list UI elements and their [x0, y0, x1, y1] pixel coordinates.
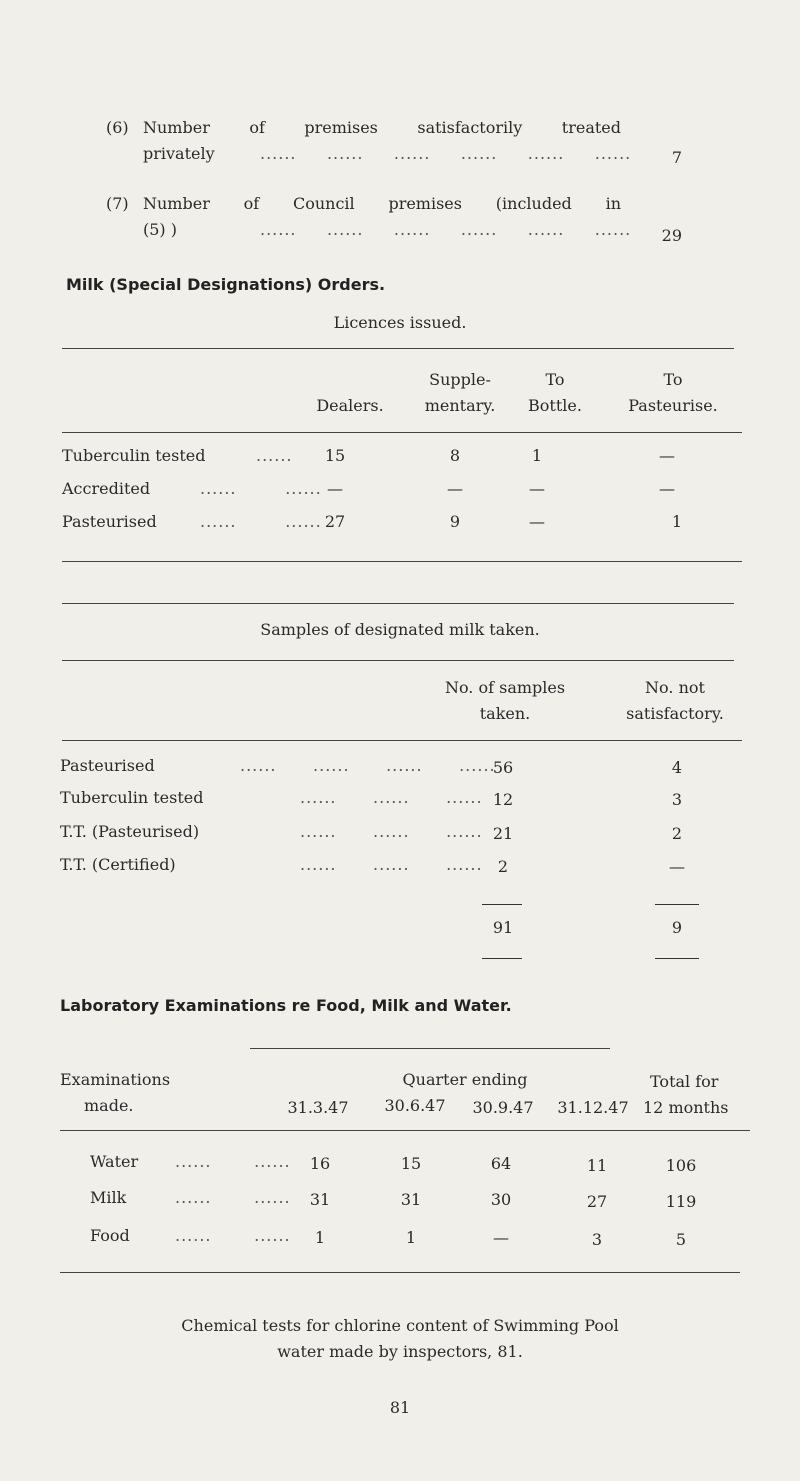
- lab-row-label: Food: [90, 1226, 130, 1245]
- lab-cell: 31: [309, 1190, 331, 1209]
- lab-row-leader: ...... ......: [175, 1152, 291, 1171]
- item-7-number: (7): [106, 194, 129, 213]
- samples-total-rule: [655, 958, 699, 959]
- licences-row-label: Tuberculin tested: [62, 446, 206, 465]
- samples-cell: —: [669, 857, 685, 876]
- samples-cell: 12: [492, 790, 514, 809]
- col-header-to-pasteurise-2: Pasteurise.: [628, 396, 718, 415]
- samples-row-leader: ...... ...... ......: [300, 788, 483, 807]
- licences-top-rule: [62, 348, 734, 349]
- item-7-value: 29: [661, 226, 682, 245]
- lab-row-leader: ...... ......: [175, 1188, 291, 1207]
- samples-top-rule: [62, 603, 734, 604]
- licences-cell: —: [659, 446, 675, 465]
- licences-cell: 1: [671, 512, 683, 531]
- samples-row-label: T.T. (Certified): [60, 855, 176, 874]
- licences-bottom-rule: [62, 561, 742, 562]
- samples-title-rule: [62, 660, 734, 661]
- lab-header-rule: [60, 1130, 750, 1131]
- samples-cell: 4: [671, 758, 683, 777]
- samples-header-unsatisfactory-2: satisfactory.: [626, 704, 724, 723]
- lab-cell: 119: [665, 1192, 697, 1211]
- licences-row-leader: ......: [256, 446, 293, 465]
- samples-cell: 21: [492, 824, 514, 843]
- col-header-supplementary-2: mentary.: [424, 396, 496, 415]
- col-header-dealers: Dealers.: [316, 396, 384, 415]
- lab-cell: 106: [665, 1156, 697, 1175]
- licences-row-label: Pasteurised: [62, 512, 157, 531]
- samples-total-count: 91: [492, 918, 514, 937]
- lab-quarter-date: 31.3.47: [287, 1098, 349, 1117]
- note-line-2: water made by inspectors, 81.: [277, 1342, 523, 1361]
- col-header-to-pasteurise-1: To: [663, 370, 683, 389]
- licences-cell: 8: [449, 446, 461, 465]
- item-6-number: (6): [106, 118, 129, 137]
- lab-cell: 1: [314, 1228, 326, 1247]
- lab-cell: 5: [675, 1230, 687, 1249]
- samples-header-count-1: No. of samples: [444, 678, 566, 697]
- note-line-1: Chemical tests for chlorine content of Swimming Pool: [181, 1316, 619, 1335]
- lab-cell: 64: [490, 1154, 512, 1173]
- samples-header-count-2: taken.: [479, 704, 531, 723]
- item-7-text-line1: Number of Council premises (included in: [143, 194, 621, 213]
- licences-cell: 15: [324, 446, 346, 465]
- lab-col-label-1: Examinations: [60, 1070, 171, 1089]
- lab-col-label-2: made.: [84, 1096, 134, 1115]
- lab-row-label: Water: [90, 1152, 139, 1171]
- item-6-text-line1: Number of premises satisfactorily treated: [143, 118, 621, 137]
- lab-cell: 15: [400, 1154, 422, 1173]
- licences-cell: 9: [449, 512, 461, 531]
- samples-total-rule: [482, 958, 522, 959]
- licences-subheading: Licences issued.: [333, 313, 467, 332]
- samples-cell: 56: [492, 758, 514, 777]
- licences-row-leader: ...... ......: [200, 512, 322, 531]
- lab-quarter-date: 30.6.47: [384, 1096, 446, 1115]
- lab-row-label: Milk: [90, 1188, 127, 1207]
- lab-top-rule: [250, 1048, 610, 1049]
- item-6-text-line2: privately: [143, 144, 215, 163]
- lab-quarter-date: 30.9.47: [472, 1098, 534, 1117]
- lab-cell: 31: [400, 1190, 422, 1209]
- lab-cell: 1: [405, 1228, 417, 1247]
- page-number: 81: [389, 1398, 411, 1417]
- col-header-supplementary-1: Supple-: [429, 370, 491, 389]
- samples-header-rule: [62, 740, 742, 741]
- samples-cell: 2: [671, 824, 683, 843]
- lab-quarter-label: Quarter ending: [402, 1070, 528, 1089]
- licences-cell: 1: [531, 446, 543, 465]
- licences-row-label: Accredited: [62, 479, 151, 498]
- licences-cell: 27: [324, 512, 346, 531]
- licences-header-rule: [62, 432, 742, 433]
- lab-cell: 11: [586, 1156, 608, 1175]
- licences-cell: —: [529, 512, 545, 531]
- col-header-to-bottle-1: To: [545, 370, 565, 389]
- item-7-text-line2: (5) ): [143, 220, 177, 239]
- licences-cell: —: [327, 479, 343, 498]
- lab-cell: 30: [490, 1190, 512, 1209]
- lab-quarter-date: 31.12.47: [557, 1098, 629, 1117]
- samples-row-leader: ...... ...... ......: [300, 822, 483, 841]
- lab-cell: 16: [309, 1154, 331, 1173]
- item-6-leader: ...... ...... ...... ...... ...... ......: [260, 144, 632, 163]
- item-7-leader: ...... ...... ...... ...... ...... ......: [260, 220, 632, 239]
- licences-cell: —: [529, 479, 545, 498]
- samples-cell: 2: [497, 857, 509, 876]
- samples-title: Samples of designated milk taken.: [260, 620, 540, 639]
- lab-bottom-rule: [60, 1272, 740, 1273]
- samples-row-leader: ...... ...... ......: [300, 855, 483, 874]
- lab-cell: 3: [591, 1230, 603, 1249]
- licences-row-leader: ...... ......: [200, 479, 322, 498]
- lab-total-label-1: Total for: [650, 1072, 719, 1091]
- samples-row-label: Pasteurised: [60, 756, 155, 775]
- lab-cell: —: [493, 1228, 509, 1247]
- samples-total-unsatisfactory: 9: [671, 918, 683, 937]
- samples-row-leader: ...... ...... ...... ......: [240, 756, 496, 775]
- lab-row-leader: ...... ......: [175, 1226, 291, 1245]
- samples-header-unsatisfactory-1: No. not: [645, 678, 705, 697]
- samples-row-label: Tuberculin tested: [60, 788, 204, 807]
- milk-orders-heading: Milk (Special Designations) Orders.: [66, 275, 386, 294]
- samples-row-label: T.T. (Pasteurised): [60, 822, 200, 841]
- licences-cell: —: [447, 479, 463, 498]
- col-header-to-bottle-2: Bottle.: [528, 396, 582, 415]
- lab-cell: 27: [586, 1192, 608, 1211]
- item-6-value: 7: [671, 148, 682, 167]
- samples-sum-rule: [482, 904, 522, 905]
- licences-cell: —: [659, 479, 675, 498]
- samples-cell: 3: [671, 790, 683, 809]
- lab-total-label-2: 12 months: [643, 1098, 729, 1117]
- lab-heading: Laboratory Examinations re Food, Milk and Water.: [60, 996, 512, 1015]
- samples-sum-rule: [655, 904, 699, 905]
